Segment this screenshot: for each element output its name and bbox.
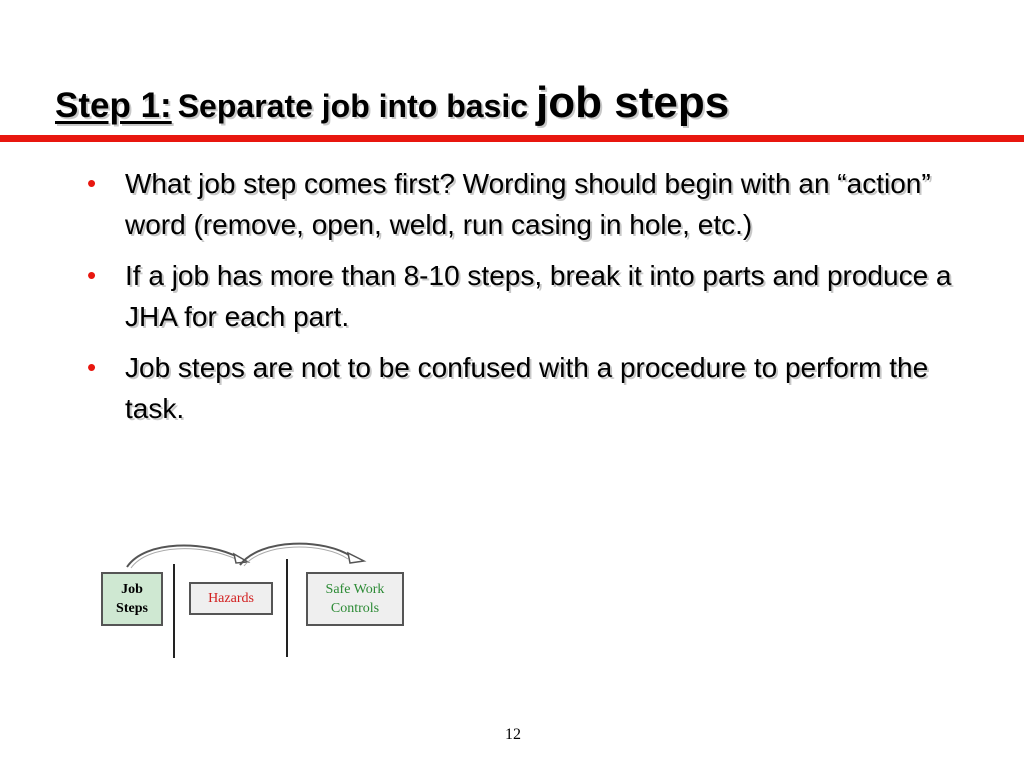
bullet-item (85, 347, 955, 429)
bullet-icon: • (87, 260, 97, 290)
safe-work-controls-box (306, 572, 404, 626)
title-main-text: Separate job into basic (177, 88, 529, 124)
bullet-item (85, 163, 955, 245)
bullet-icon: • (87, 352, 97, 382)
bullet-item (85, 255, 955, 337)
page-number: 12 (505, 726, 521, 743)
job-steps-line-2: Steps (116, 601, 148, 616)
hazards-label: Hazards (208, 591, 254, 606)
bullet-list (85, 163, 955, 439)
job-steps-line-1: Job (121, 582, 143, 597)
flow-arrows (90, 535, 420, 575)
slide-title (55, 78, 729, 128)
job-steps-box (101, 572, 163, 626)
hazards-box (189, 582, 273, 615)
bullet-text: What job step comes first? Wording should begin with an “action” word (remove, open, weld, run casing in hole, etc.) (125, 168, 931, 240)
bullet-icon: • (87, 168, 97, 198)
title-divider (0, 135, 1024, 142)
safe-work-line-2: Controls (330, 601, 380, 616)
column-divider (173, 564, 175, 658)
bullet-text: If a job has more than 8-10 steps, break it into parts and produce a JHA for each part. (125, 260, 952, 332)
column-divider (286, 559, 288, 657)
jha-flow-diagram (90, 535, 420, 665)
safe-work-line-1: Safe Work (325, 582, 385, 597)
title-emphasis-text: job steps (536, 78, 730, 127)
title-step-label: Step 1: (55, 86, 172, 125)
arrowhead-2 (348, 553, 364, 563)
bullet-text: Job steps are not to be confused with a procedure to perform the task. (125, 352, 929, 424)
